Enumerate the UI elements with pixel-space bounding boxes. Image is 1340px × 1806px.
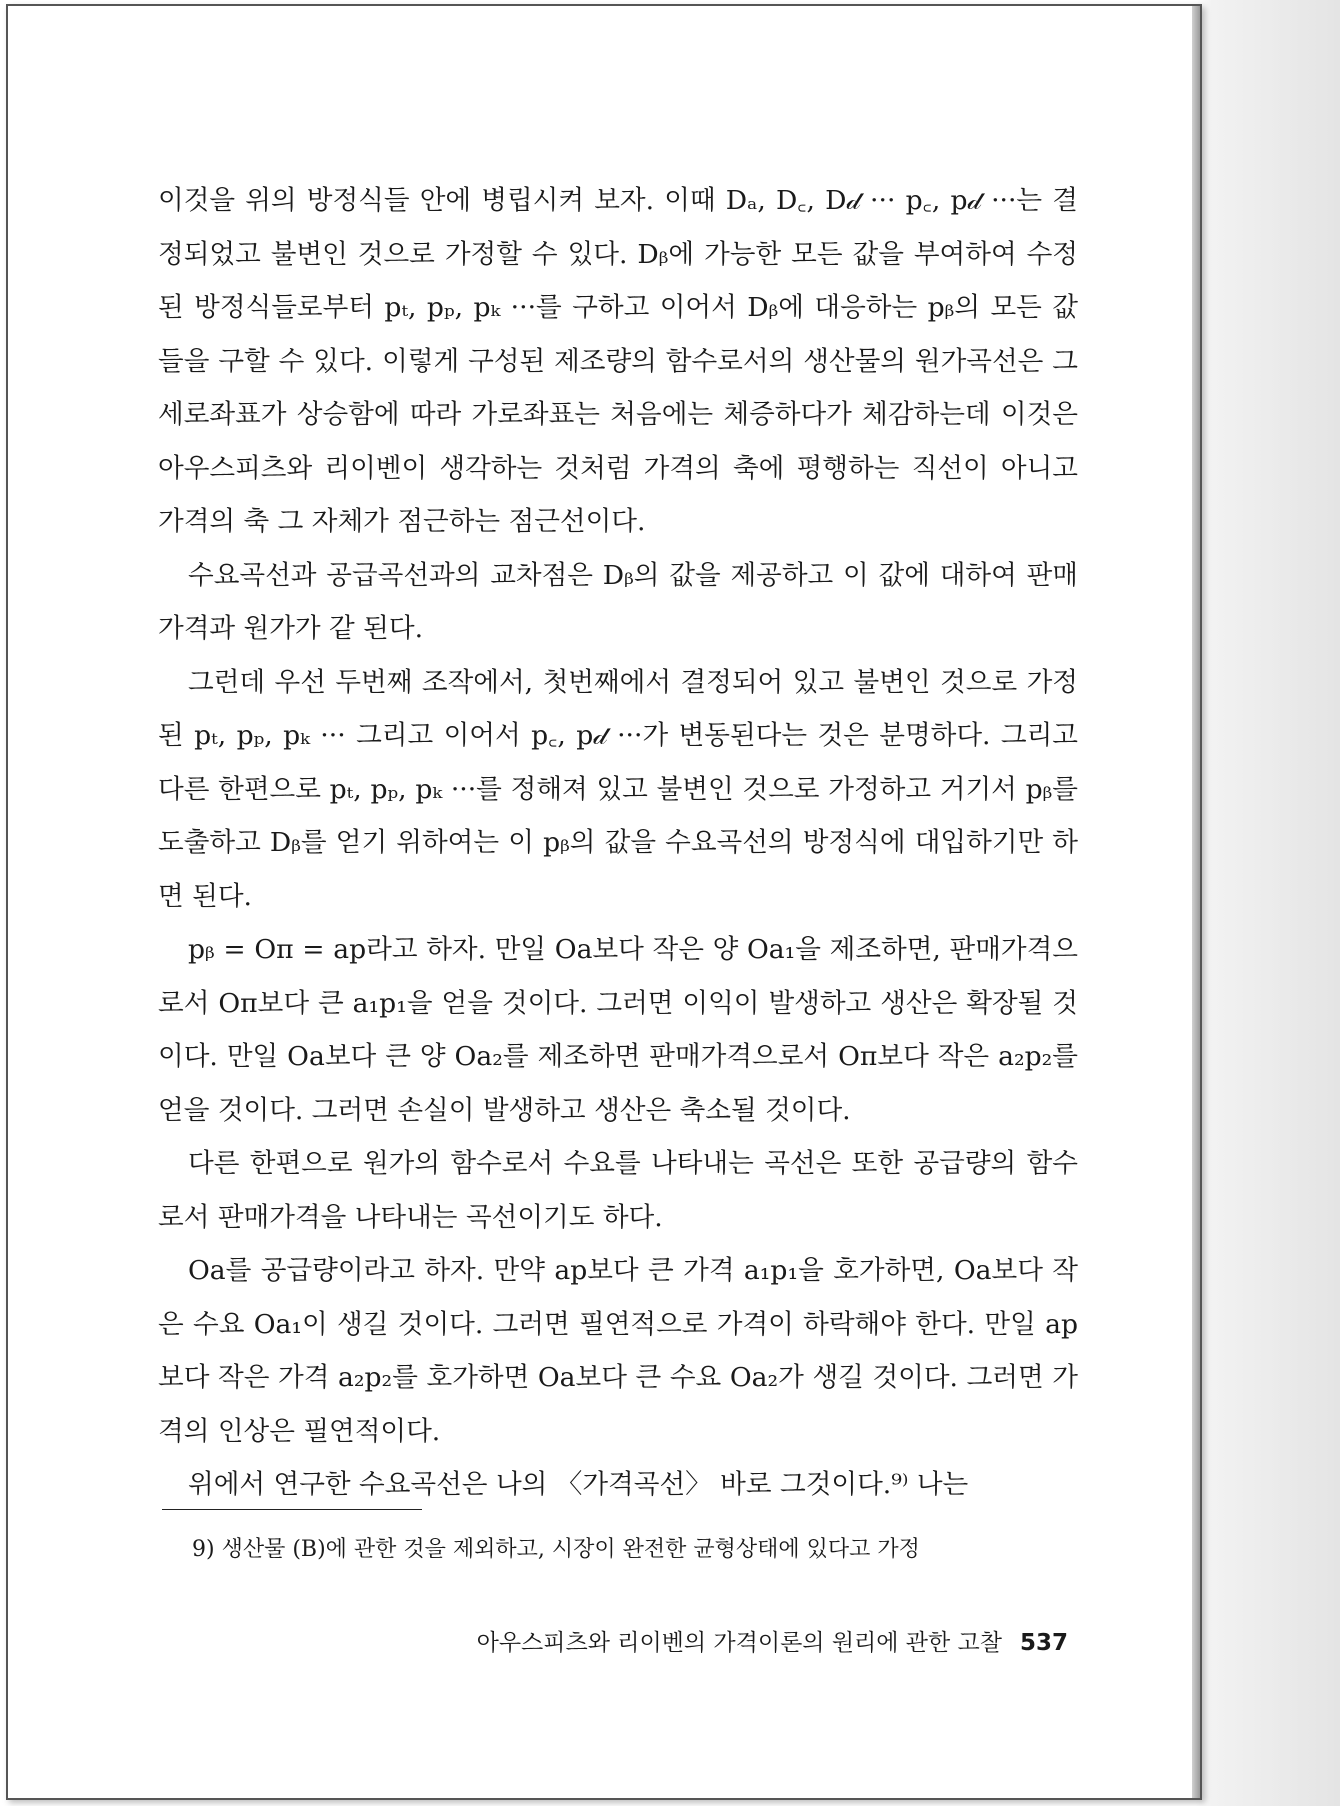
paragraph-4: pᵦ = Oπ = ap라고 하자. 만일 Oa보다 작은 양 Oa₁을 제조하면, 판매가격으로서 Oπ보다 큰 a₁p₁을 얻을 것이다. 그러면 이익이 발생하고 생산은 확장될 것이다. 만일 Oa보다 큰 양 Oa₂를 제조하면 판매가격으로서 Oπ보다 작은 a₂p₂를 얻을 것이다. 그러면 손실이 발생하고 생산은 축소될 것이다. — [158, 934, 1078, 1126]
page-number: 537 — [1019, 1630, 1068, 1656]
running-title: 아우스피츠와 리이벤의 가격이론의 원리에 관한 고찰 — [476, 1630, 1002, 1656]
paragraph-1: 이것을 위의 방정식들 안에 병립시켜 보자. 이때 Dₐ, D꜀, D𝒹 ··· p꜀, p𝒹 ···는 결정되었고 불변인 것으로 가정할 수 있다. Dᵦ에 가능한 모든 값을 부여하여 수정된 방정식들로부터 pₜ, pₚ, pₖ ···를 구하고 이어서 Dᵦ에 대응하는 pᵦ의 모든 값들을 구할 수 있다. 이렇게 구성된 제조량의 함수로서의 생산물의 원가곡선은 그 세로좌표가 상승함에 따라 가로좌표는 처음에는 체증하다가 체감하는데 이것은 아우스피츠와 리이벤이 생각하는 것처럼 가격의 축에 평행하는 직선이 아니고 가격의 축 그 자체가 점근하는 점근선이다. — [158, 185, 1078, 537]
footnote: 9) 생산물 (B)에 관한 것을 제외하고, 시장이 완전한 균형상태에 있다고 가정 — [192, 1537, 920, 1562]
paragraph-7: 위에서 연구한 수요곡선은 나의 〈가격곡선〉 바로 그것이다.⁹⁾ 나는 — [188, 1469, 969, 1500]
paragraph-6: Oa를 공급량이라고 하자. 만약 ap보다 큰 가격 a₁p₁을 호가하면, Oa보다 작은 수요 Oa₁이 생길 것이다. 그러면 필연적으로 가격이 하락해야 한다. 만일 ap보다 작은 가격 a₂p₂를 호가하면 Oa보다 큰 수요 Oa₂가 생길 것이다. 그러면 가격의 인상은 필연적이다. — [158, 1255, 1078, 1447]
body-text — [158, 174, 1078, 1512]
page-edge-shadow — [1192, 6, 1200, 1798]
paragraph-5: 다른 한편으로 원가의 함수로서 수요를 나타내는 곡선은 또한 공급량의 함수로서 판매가격을 나타내는 곡선이기도 하다. — [158, 1148, 1078, 1233]
paragraph-2: 수요곡선과 공급곡선과의 교차점은 Dᵦ의 값을 제공하고 이 값에 대하여 판매가격과 원가가 같 된다. — [158, 559, 1078, 644]
paragraph-3: 그런데 우선 두번째 조작에서, 첫번째에서 결정되어 있고 불변인 것으로 가정된 pₜ, pₚ, pₖ ··· 그리고 이어서 p꜀, p𝒹 ···가 변동된다는 것은 분명하다. 그리고 다른 한편으로 pₜ, pₚ, pₖ ···를 정해져 있고 불변인 것으로 가정하고 거기서 pᵦ를 도출하고 Dᵦ를 얻기 위하여는 이 pᵦ의 값을 수요곡선의 방정식에 대입하기만 하면 된다. — [158, 666, 1078, 912]
book-page — [6, 4, 1202, 1800]
running-footer — [477, 1624, 1068, 1657]
footnote-rule — [162, 1509, 422, 1510]
